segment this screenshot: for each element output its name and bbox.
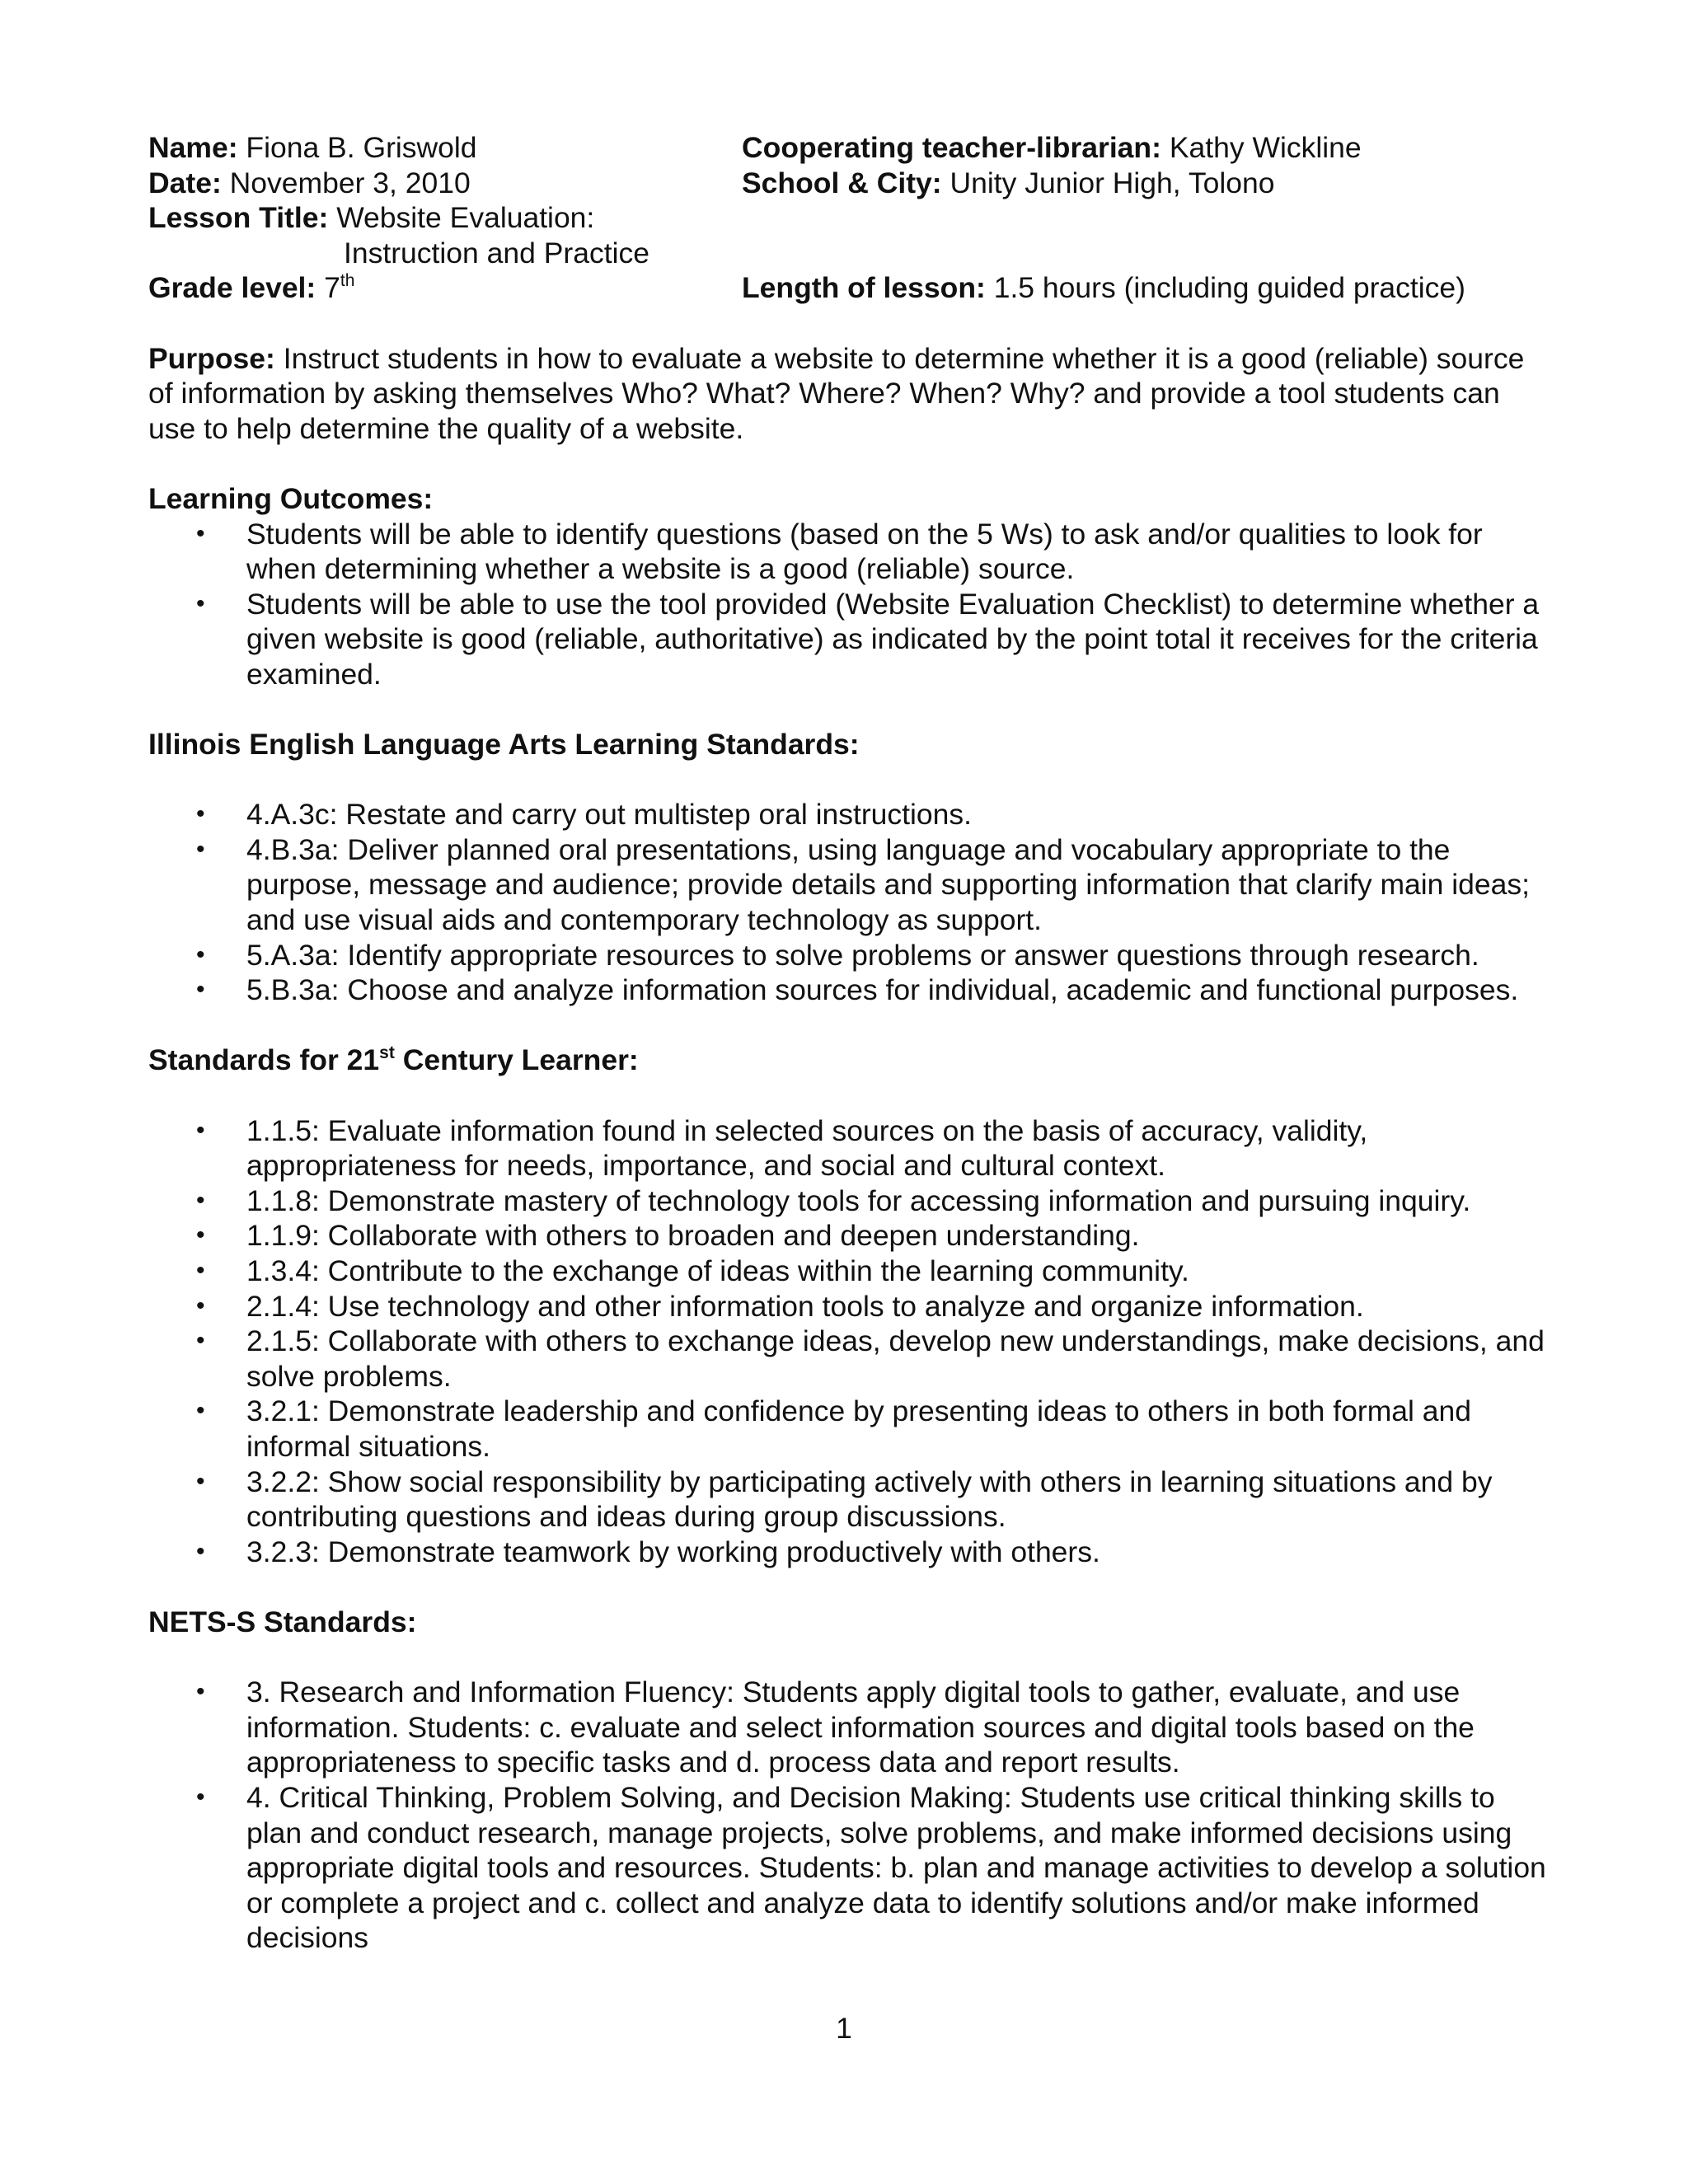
school-value: Unity Junior High, Tolono — [950, 166, 1275, 199]
list-item: • 2.1.4: Use technology and other information tools to analyze and organize information. — [148, 1289, 1550, 1324]
list-item: • 4.A.3c: Restate and carry out multistep oral instructions. — [148, 797, 1550, 832]
illinois-standards-list — [148, 797, 1550, 1008]
list-item: • 1.1.9: Collaborate with others to broaden and deepen understanding. — [148, 1218, 1550, 1254]
nets-standards-heading: NETS-S Standards: — [148, 1605, 417, 1638]
title-label: Lesson Title: — [148, 201, 329, 235]
school-label: School & City: — [742, 166, 942, 199]
list-item: • 4. Critical Thinking, Problem Solving, and Decision Making: Students use critical thinking skills to plan and conduct research, manage projects, solve problems, and make informed decisions using appropriate digital tools and resources. Students: b. plan and manage activities to develop a solution or complete a project and c. collect and analyze data to identify solutions and/or make informed decisions — [148, 1780, 1550, 1956]
illinois-standards-heading: Illinois English Language Arts Learning Standards: — [148, 728, 860, 762]
list-item: • 1.3.4: Contribute to the exchange of ideas within the learning community. — [148, 1254, 1550, 1289]
list-item: • Students will be able to identify questions (based on the 5 Ws) to ask and/or qualities to look for when determining whether a website is a good (reliable) source. — [148, 517, 1550, 587]
date-label: Date: — [148, 166, 222, 199]
purpose-paragraph — [148, 341, 1550, 447]
length-value: 1.5 hours (including guided practice) — [993, 271, 1465, 305]
title-line-1: Website Evaluation: — [336, 201, 595, 235]
list-item: • 3.2.3: Demonstrate teamwork by working productively with others. — [148, 1535, 1550, 1570]
grade-label: Grade level: — [148, 271, 316, 305]
aasl-standards-list — [148, 1113, 1550, 1570]
grade-value: 7 — [324, 271, 340, 305]
header-row-date — [148, 166, 1550, 201]
purpose-text: Instruct students in how to evaluate a website to determine whether it is a good (reliable) source of information by asking themselves Who? What? Where? When? Why? and provide a tool students can use to help determine the quality of a website. — [148, 341, 1525, 445]
length-label: Length of lesson: — [742, 271, 986, 305]
learning-outcomes-list — [148, 517, 1550, 692]
name-label: Name: — [148, 131, 238, 164]
name-value: Fiona B. Griswold — [246, 131, 477, 164]
list-item: • 5.B.3a: Choose and analyze information sources for individual, academic and functional purposes. — [148, 972, 1550, 1008]
list-item: • 3.2.2: Show social responsibility by participating actively with others in learning situations and by contributing questions and ideas during group discussions. — [148, 1465, 1550, 1535]
learning-outcomes-heading: Learning Outcomes: — [148, 481, 434, 515]
grade-sup: th — [340, 270, 355, 290]
date-value: November 3, 2010 — [229, 166, 471, 199]
aasl-heading-sup: st — [379, 1043, 395, 1062]
teacher-value: Kathy Wickline — [1169, 131, 1362, 164]
aasl-heading-post: Century Learner: — [394, 1043, 639, 1077]
list-item: • 3.2.1: Demonstrate leadership and confidence by presenting ideas to others in both formal and informal situations. — [148, 1394, 1550, 1464]
nets-standards-list — [148, 1675, 1550, 1956]
header-row-name — [148, 130, 1550, 166]
aasl-standards-heading — [148, 1043, 1550, 1078]
list-item: • 2.1.5: Collaborate with others to exchange ideas, develop new understandings, make decisions, and solve problems. — [148, 1324, 1550, 1394]
teacher-label: Cooperating teacher-librarian: — [742, 131, 1161, 164]
list-item: • Students will be able to use the tool provided (Website Evaluation Checklist) to determine whether a given website is good (reliable, authoritative) as indicated by the point total it receives for the criteria examined. — [148, 587, 1550, 692]
list-item: • 3. Research and Information Fluency: Students apply digital tools to gather, evaluate, and use information. Students: c. evaluate and select information sources and digital tools based on the appropriateness to specific tasks and d. process data and report results. — [148, 1675, 1550, 1780]
header-row-grade — [148, 270, 1550, 306]
lesson-title — [148, 200, 1550, 236]
list-item: • 4.B.3a: Deliver planned oral presentations, using language and vocabulary appropriate to the purpose, message and audience; provide details and supporting information that clarify main ideas; and use visual aids and contemporary technology as support. — [148, 832, 1550, 938]
title-line-2: Instruction and Practice — [344, 236, 649, 269]
purpose-label: Purpose: — [148, 341, 275, 375]
list-item: • 5.A.3a: Identify appropriate resources to solve problems or answer questions through research. — [148, 938, 1550, 973]
aasl-heading-pre: Standards for 21 — [148, 1043, 380, 1077]
page-number: 1 — [836, 2012, 852, 2045]
list-item: • 1.1.8: Demonstrate mastery of technology tools for accessing information and pursuing inquiry. — [148, 1183, 1550, 1219]
list-item: • 1.1.5: Evaluate information found in selected sources on the basis of accuracy, validity, appropriateness for needs, importance, and social and cultural context. — [148, 1113, 1550, 1183]
lesson-plan-page — [148, 130, 1550, 1956]
